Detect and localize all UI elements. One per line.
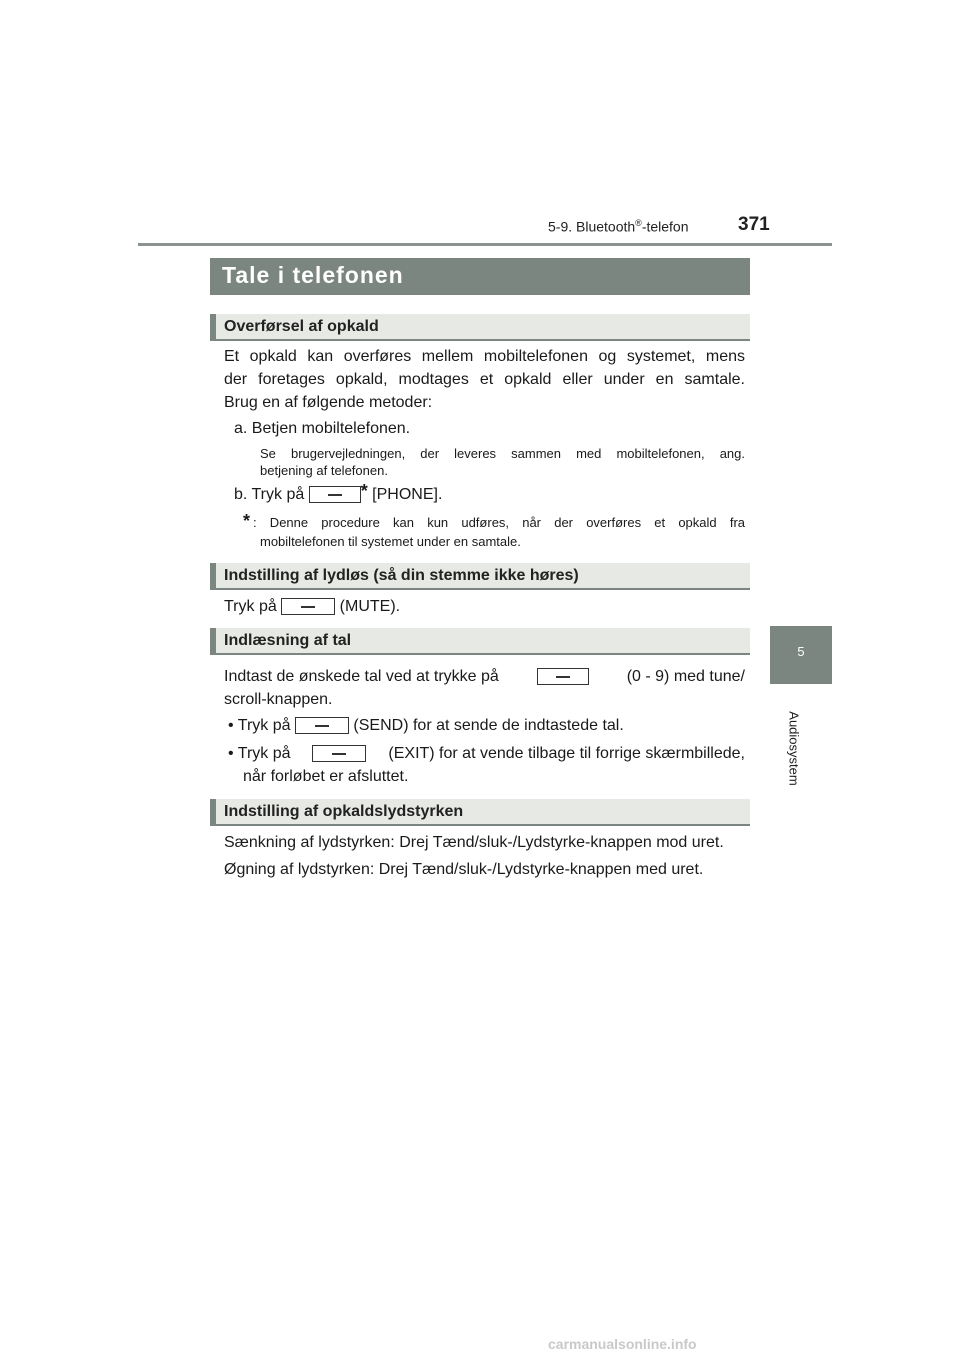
page-number: 371 <box>738 214 770 235</box>
mute-text: Tryk på (MUTE). <box>224 598 401 615</box>
transfer-intro-line3: Brug en af følgende metoder: <box>224 394 433 411</box>
heading-digits: Indlæsning af tal <box>210 628 750 655</box>
heading-volume: Indstilling af opkaldslydstyrken <box>210 799 750 826</box>
volume-line2: Øgning af lydstyrken: Drej Tænd/sluk-/Lydstyrke-knappen med uret. <box>224 861 704 878</box>
send-button-icon <box>295 717 349 734</box>
digits-bullet-exit-line2: når forløbet er afsluttet. <box>243 768 409 785</box>
footnote-star: * <box>243 511 251 531</box>
page-title: Tale i telefonen <box>210 258 750 295</box>
phone-button-icon <box>309 486 361 503</box>
heading-mute: Indstilling af lydløs (så din stemme ikke høres) <box>210 563 750 590</box>
item-a-note-line2: betjening af telefonen. <box>260 463 388 478</box>
footnote-line2: mobiltelefonen til systemet under en samtale. <box>260 534 521 549</box>
item-a: a. Betjen mobiltelefonen. <box>234 420 411 437</box>
digits-line1: Indtast de ønskede tal ved at trykke på (0 - 9) med tune/ <box>224 668 745 685</box>
footnote-line1: : Denne procedure kan kun udføres, når der overføres et opkald fra <box>253 515 745 530</box>
transfer-intro-line2: der foretages opkald, modtages et opkald eller under en samtale. <box>224 371 745 388</box>
heading-transfer: Overførsel af opkald <box>210 314 750 341</box>
volume-line1: Sænkning af lydstyrken: Drej Tænd/sluk-/Lydstyrke-knappen mod uret. <box>224 834 724 851</box>
chapter-label: Audiosystem <box>786 711 802 786</box>
digit-button-icon <box>537 668 589 685</box>
item-a-note-line1: Se brugervejledningen, der leveres sammen med mobiltelefonen, ang. <box>260 446 745 461</box>
item-b: b. Tryk på * [PHONE]. <box>234 481 443 503</box>
section-breadcrumb: 5-9. Bluetooth®-telefon <box>548 218 689 235</box>
exit-button-icon <box>312 745 366 762</box>
digits-bullet-send: • Tryk på (SEND) for at sende de indtastede tal. <box>228 717 624 734</box>
header-rule <box>138 243 832 246</box>
mute-button-icon <box>281 598 335 615</box>
transfer-intro-line1: Et opkald kan overføres mellem mobiltelefonen og systemet, mens <box>224 348 745 365</box>
digits-bullet-exit: • Tryk på (EXIT) for at vende tilbage til forrige skærmbillede, <box>228 745 745 762</box>
watermark: carmanualsonline.info <box>548 1336 697 1352</box>
chapter-number: 5 <box>797 644 805 659</box>
digits-line2: scroll-knappen. <box>224 691 333 708</box>
